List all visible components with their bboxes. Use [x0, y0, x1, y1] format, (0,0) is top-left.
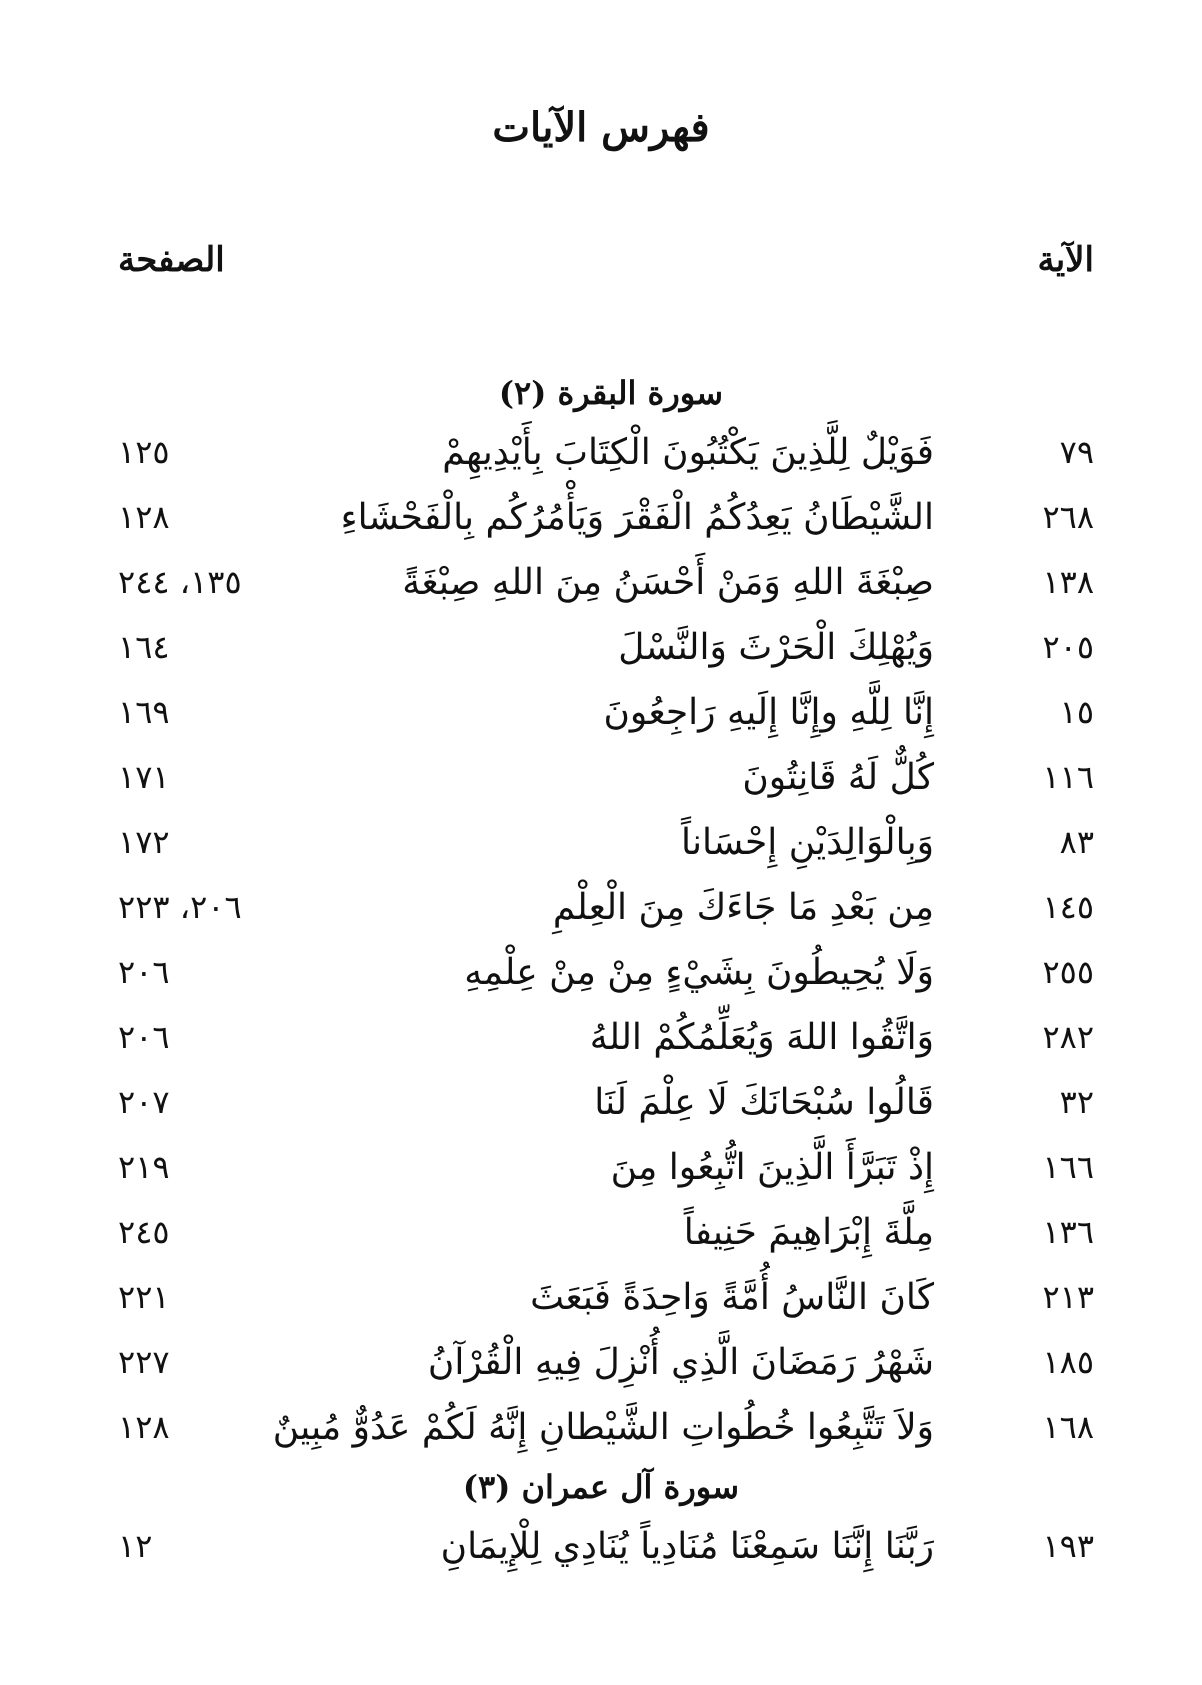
index-row	[0, 810, 1202, 875]
ayah-number: ٨٣	[1059, 823, 1094, 861]
page-reference: ٢٠٦	[118, 953, 170, 991]
index-row	[0, 745, 1202, 810]
column-header-page: الصفحة	[118, 240, 225, 280]
ayah-number: ٢٥٥	[1042, 953, 1094, 991]
index-row	[0, 1005, 1202, 1070]
ayah-number: ٢٠٥	[1042, 628, 1094, 666]
ayah-text: شَهْرُ رَمَضَانَ الَّذِي أُنْزِلَ فِيهِ الْقُرْآنُ	[427, 1342, 934, 1383]
index-row	[0, 1200, 1202, 1265]
ayah-text: وَيُهْلِكَ الْحَرْثَ وَالنَّسْلَ	[618, 627, 934, 668]
page-reference: ١٧٢	[118, 823, 170, 861]
ayah-text: فَوَيْلٌ لِلَّذِينَ يَكْتُبُونَ الْكِتَابَ بِأَيْدِيهِمْ	[442, 432, 934, 473]
ayah-text: إِنَّا لِلَّهِ وإِنَّا إِلَيهِ رَاجِعُونَ	[603, 692, 934, 733]
index-row	[0, 1395, 1202, 1460]
ayah-number: ١١٦	[1042, 758, 1094, 796]
index-row	[0, 1514, 1202, 1579]
index-row	[0, 940, 1202, 1005]
ayah-text: مِلَّةَ إِبْرَاهِيمَ حَنِيفاً	[683, 1212, 934, 1253]
ayah-text: صِبْغَةَ اللهِ وَمَنْ أَحْسَنُ مِنَ اللهِ صِبْغَةً	[402, 562, 934, 603]
ayah-number: ١٣٦	[1042, 1213, 1094, 1251]
ayah-text: كُلٌّ لَهُ قَانِتُونَ	[742, 757, 934, 798]
index-row	[0, 1330, 1202, 1395]
ayah-text: وَلَا يُحِيطُونَ بِشَيْءٍ مِنْ مِنْ عِلْمِهِ	[464, 952, 934, 993]
ayah-number: ١٦٦	[1042, 1148, 1094, 1186]
page-reference: ١٢٥	[118, 433, 170, 471]
surah-heading-al-imran: سورة آل عمران (٣)	[462, 1468, 740, 1506]
ayah-text: وَبِالْوَالِدَيْنِ إِحْسَاناً	[680, 822, 934, 863]
page-reference: ٢٠٦، ٢٢٣	[118, 888, 242, 926]
page-reference: ٢٢١	[118, 1278, 170, 1316]
index-row	[0, 615, 1202, 680]
page-reference: ٢٠٧	[118, 1083, 170, 1121]
ayah-number: ٢١٣	[1042, 1278, 1094, 1316]
index-row	[0, 1265, 1202, 1330]
ayah-number: ١٩٣	[1042, 1527, 1094, 1565]
index-row	[0, 485, 1202, 550]
ayah-number: ٢٦٨	[1042, 498, 1094, 536]
page-reference: ١٧١	[118, 758, 170, 796]
index-row	[0, 1070, 1202, 1135]
ayah-number: ١٦٨	[1042, 1408, 1094, 1446]
index-row	[0, 875, 1202, 940]
ayah-number: ١٤٥	[1042, 888, 1094, 926]
page-reference: ١٦٤	[118, 628, 170, 666]
page-reference: ١٢	[118, 1527, 153, 1565]
page-reference: ١٢٨	[118, 498, 170, 536]
ayah-text: الشَّيْطَانُ يَعِدُكُمُ الْفَقْرَ وَيَأْمُرُكُم بِالْفَحْشَاءِ	[340, 497, 934, 538]
ayah-text: كَانَ النَّاسُ أُمَّةً وَاحِدَةً فَبَعَثَ	[530, 1277, 934, 1318]
ayah-number: ٢٨٢	[1042, 1018, 1094, 1056]
page-reference: ١٢٨	[118, 1408, 170, 1446]
surah-heading-baqarah: سورة البقرة (٢)	[498, 374, 724, 412]
page-reference: ٢٠٦	[118, 1018, 170, 1056]
page-reference: ٢٤٥	[118, 1213, 170, 1251]
ayah-number: ١٨٥	[1042, 1343, 1094, 1381]
index-row	[0, 1135, 1202, 1200]
ayah-text: قَالُوا سُبْحَانَكَ لَا عِلْمَ لَنَا	[594, 1082, 934, 1123]
page-reference: ١٦٩	[118, 693, 170, 731]
page-reference: ١٣٥، ٢٤٤	[118, 563, 242, 601]
ayah-number: ١٥	[1059, 693, 1094, 731]
index-row	[0, 680, 1202, 745]
ayah-text: وَلاَ تَتَّبِعُوا خُطُواتِ الشَّيْطانِ إِنَّهُ لَكُمْ عَدُوٌّ مُبِينٌ	[272, 1407, 934, 1448]
ayah-text: رَبَّنَا إِنَّنَا سَمِعْنَا مُنَادِياً يُنَادِي لِلْإِيمَانِ	[440, 1526, 934, 1567]
index-row	[0, 550, 1202, 615]
ayah-text: مِن بَعْدِ مَا جَاءَكَ مِنَ الْعِلْمِ	[552, 887, 934, 928]
page-reference: ٢١٩	[118, 1148, 170, 1186]
ayah-text: وَاتَّقُوا اللهَ وَيُعَلِّمُكُمْ اللهُ	[589, 1017, 934, 1058]
ayah-index-list	[0, 366, 1202, 1579]
ayah-text: إِذْ تَبَرَّأَ الَّذِينَ اتُّبِعُوا مِنَ	[610, 1147, 934, 1188]
ayah-number: ٣٢	[1059, 1083, 1094, 1121]
ayah-number: ١٣٨	[1042, 563, 1094, 601]
page-reference: ٢٢٧	[118, 1343, 170, 1381]
column-header-ayah: الآية	[1037, 240, 1094, 280]
ayah-number: ٧٩	[1059, 433, 1094, 471]
page-title: فهرس الآيات	[492, 104, 710, 151]
index-row	[0, 420, 1202, 485]
